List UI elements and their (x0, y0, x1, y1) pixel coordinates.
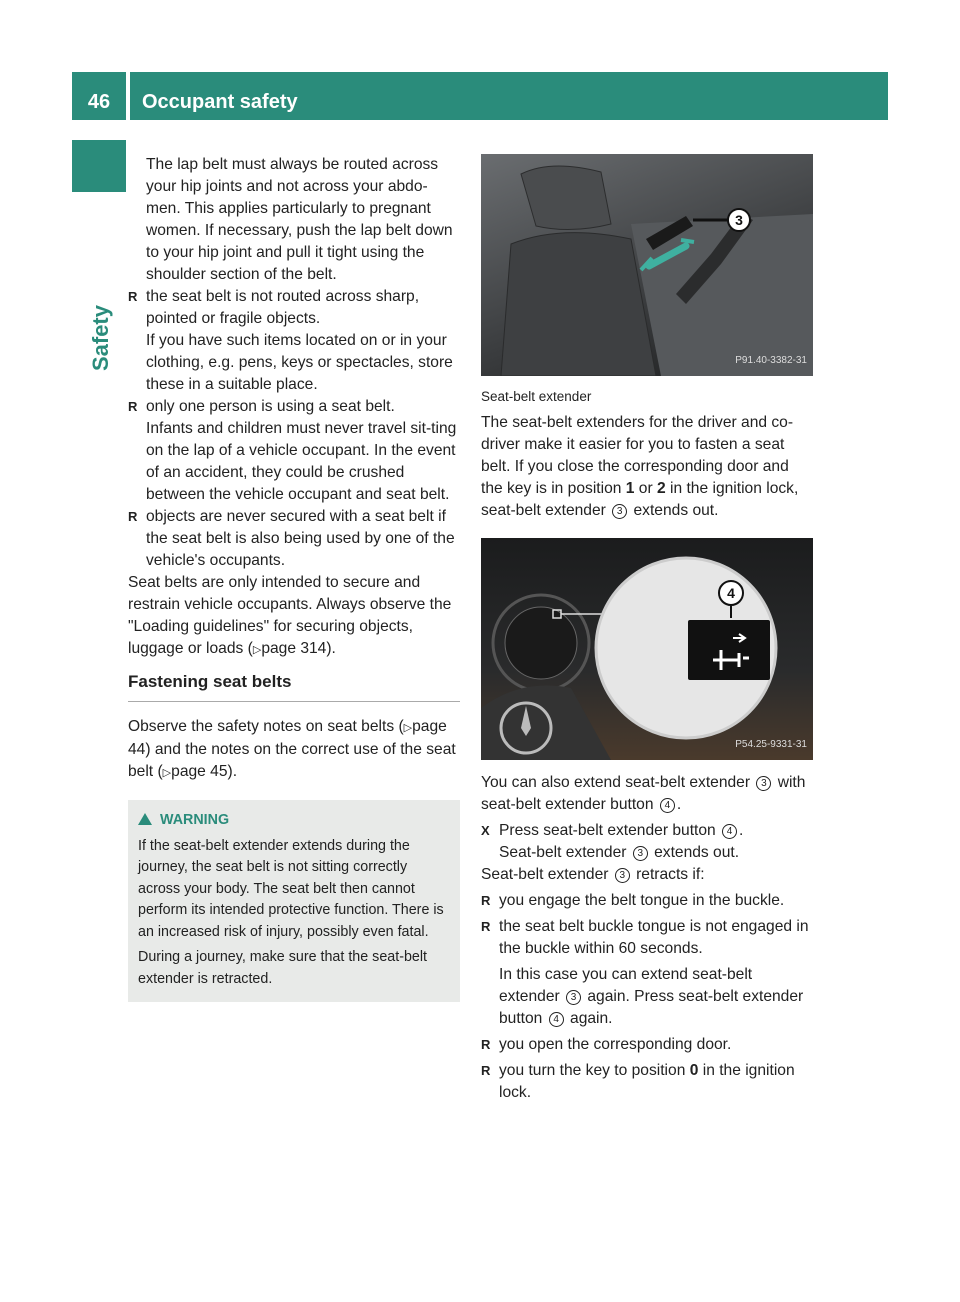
image-code: P54.25-9331-31 (735, 739, 807, 750)
paragraph: The seat-belt extenders for the driver and co-driver make it easier for you to fasten a seat belt. If you close the corresponding door and the key is in position 1 or 2 in the ignition lock, seat-belt extender 3 extends out. (481, 414, 799, 519)
bullet-item: R the seat belt is not routed across sharp, pointed or fragile objects. (128, 286, 460, 330)
page-title: Occupant safety (142, 91, 298, 113)
callout-3-icon: 3 (756, 776, 771, 791)
bullet-item: R objects are never secured with a seat belt if the seat belt is also being used by one of the vehicle's occupants. (128, 506, 460, 572)
seat-belt-extender-image (481, 154, 813, 376)
image-code: P91.40-3382-31 (735, 355, 807, 366)
warning-text: If the seat-belt extender extends during the journey, the seat belt is not sitting correctly across your body. The seat belt then cannot perform its intended protective function. There is an increased risk of injury, possibly even fatal. (138, 837, 444, 940)
callout-3-icon: 3 (633, 846, 648, 861)
section-tab (72, 140, 126, 192)
callout-4-icon: 4 (660, 798, 675, 813)
header-divider (126, 72, 130, 120)
bullet-item: R only one person is using a seat belt. (128, 396, 460, 418)
callout-4: 4 (727, 585, 735, 601)
warning-box (128, 800, 460, 1002)
section-heading: Fastening seat belts (128, 671, 460, 702)
bullet-subtext: Infants and children must never travel sit-ting on the lap of a vehicle occupant. In the event of an accident, they could be crushed between the vehicle occupant and seat belt. (146, 420, 457, 503)
page-link[interactable]: page 314 (261, 640, 327, 657)
action-result: Seat-belt extender 3 extends out. (499, 844, 740, 861)
page-ref-icon: ▷ (162, 767, 172, 779)
callout-3-icon: 3 (615, 868, 630, 883)
paragraph: Seat belts are only intended to secure and restrain vehicle occupants. Always observe the "Loading guidelines" for securing objects, luggage or loads (▷page 314). (128, 574, 452, 657)
warning-heading: WARNING (138, 810, 450, 832)
callout-3-icon: 3 (612, 504, 627, 519)
bullet-item: R you engage the belt tongue in the buckle. (481, 890, 813, 912)
warning-icon (138, 813, 152, 825)
page-number: 46 (87, 91, 111, 113)
warning-text: During a journey, make sure that the seat-belt extender is retracted. (138, 949, 428, 987)
page-ref-icon: ▷ (403, 722, 413, 734)
page-ref-icon: ▷ (252, 644, 262, 656)
paragraph: Seat-belt extender 3 retracts if: (481, 866, 705, 883)
left-column (128, 154, 460, 1002)
bullet-item: R you turn the key to position 0 in the ignition lock. (481, 1060, 813, 1104)
callout-3: 3 (735, 212, 743, 228)
paragraph: You can also extend seat-belt extender 3 with seat-belt extender button 4 . (481, 774, 806, 813)
page-link[interactable]: page 45 (171, 763, 228, 780)
right-column (481, 154, 813, 1104)
bullet-item: R the seat belt buckle tongue is not engaged in the buckle within 60 seconds. (481, 916, 813, 960)
callout-3-icon: 3 (566, 990, 581, 1005)
bullet-subtext: If you have such items located on or in your clothing, e.g. pens, keys or spectacles, store these in a suitable place. (146, 332, 453, 393)
paragraph: Observe the safety notes on seat belts (▷page 44) and the notes on the correct use of the seat belt (▷page 45). (128, 718, 456, 780)
page-header (72, 72, 888, 120)
cockpit-illustration (481, 538, 813, 760)
section-label: Safety (88, 305, 113, 372)
callout-4-icon: 4 (549, 1012, 564, 1027)
callout-4-icon: 4 (722, 824, 737, 839)
page-link[interactable]: page 44 (128, 718, 447, 758)
paragraph: The lap belt must always be routed across your hip joints and not across your abdo-men. This applies particularly to pregnant women. If necessary, push the lap belt down to your hip joint and pull it tight using the shoulder section of the belt. (146, 156, 453, 283)
bullet-subtext: In this case you can extend seat-belt extender 3 again. Press seat-belt extender button 4 again. (499, 966, 804, 1027)
action-step: X Press seat-belt extender button 4 . (481, 820, 813, 842)
bullet-item: R you open the corresponding door. (481, 1034, 813, 1056)
extender-button-image (481, 538, 813, 760)
seat-illustration (481, 154, 813, 376)
image-caption: Seat-belt extender (481, 389, 592, 404)
